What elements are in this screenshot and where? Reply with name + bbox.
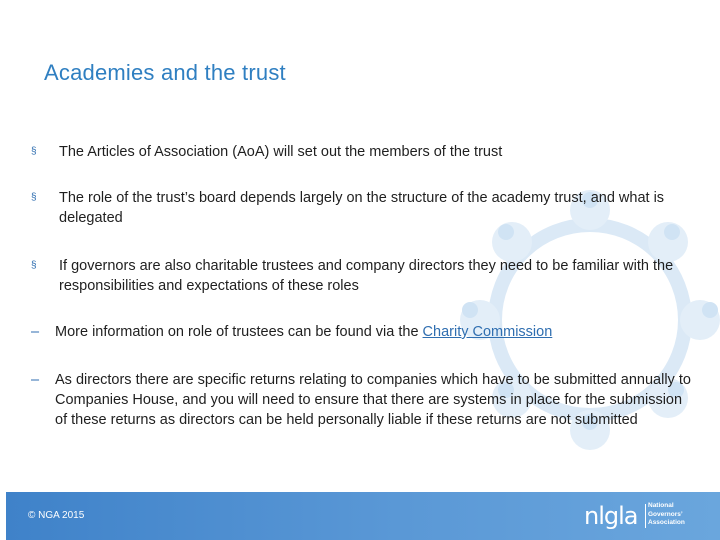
dash-marker: –	[31, 324, 40, 340]
logo-subtitle	[648, 502, 708, 528]
dash-marker: –	[31, 372, 40, 388]
slide-title: Academies and the trust	[44, 60, 286, 85]
bullet-marker: §	[31, 146, 37, 157]
bullet-marker: §	[31, 192, 37, 203]
logo-subtitle-line: National	[648, 502, 674, 509]
bullet-text: If governors are also charitable trustees and company directors they need to be familiar with the responsibilities and expectations of these roles	[59, 258, 674, 294]
logo-subtitle-line: Association	[648, 519, 685, 526]
bullet-text: The role of the trust’s board depends largely on the structure of the academy trust, and what is delegated	[59, 190, 665, 226]
charity-commission-link[interactable]: Charity Commission	[422, 324, 553, 340]
dash-text: As directors there are specific returns relating to companies which have to be submitted annually to Companies House, and you will need to ensure that there are systems in place for the submission of these returns as directors can be held personally liable if these returns are not submitted	[55, 372, 691, 428]
bullet-text: The Articles of Association (AoA) will set out the members of the trust	[59, 144, 503, 160]
dash-text	[55, 322, 695, 342]
logo-subtitle-line: Governors’	[648, 510, 683, 518]
bullet-marker: §	[31, 260, 37, 271]
dash-text-before: More information on role of trustees can be found via the	[55, 324, 423, 340]
logo-divider	[645, 504, 646, 528]
logo-wordmark: nlgla	[584, 502, 638, 530]
footer-bar	[6, 492, 720, 540]
copyright-text: © NGA 2015	[28, 510, 85, 521]
